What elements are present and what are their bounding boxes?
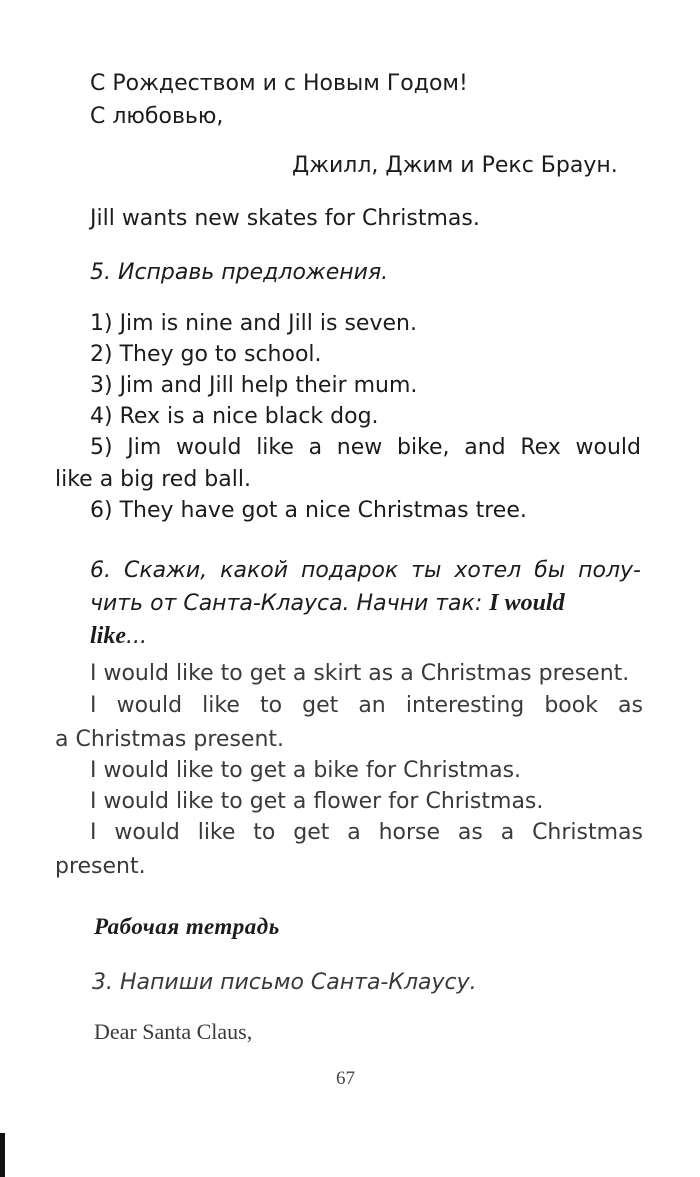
page-edge-mark (0, 1133, 5, 1177)
page-number: 67 (336, 1068, 355, 1089)
task-5-item-3: 3) Jim and Jill help their mum. (90, 373, 418, 398)
letter-closing: С любовью, (90, 104, 224, 129)
task-5-item-5-cont: like a big red ball. (55, 467, 251, 492)
task-6-answer-3: I would like to get a bike for Christmas. (90, 758, 522, 783)
task-6-answer-5: I would like to get a horse as a Christmas (90, 820, 643, 845)
task-6-answer-2: I would like to get an interesting book as (90, 693, 643, 718)
task-6-heading-line-1: 6. Скажи, какой подарок ты хотел бы полу- (90, 558, 641, 583)
task-6-answer-2-cont: a Christmas present. (55, 727, 285, 752)
task-6-heading-line-3 (90, 624, 147, 648)
task-6-heading-line-2 (90, 591, 565, 615)
workbook-task-3: 3. Напиши письмо Санта-Клаусу. (92, 970, 477, 995)
task-6-answer-4: I would like to get a flower for Christmas. (90, 789, 544, 814)
task-5-item-4: 4) Rex is a nice black dog. (90, 404, 379, 429)
task-6-heading-bold: I would (489, 590, 565, 616)
task-6-heading-ellipsis: ... (126, 624, 147, 649)
workbook-salutation: Dear Santa Claus, (94, 1019, 253, 1044)
task-5-item-1: 1) Jim is nine and Jill is seven. (90, 311, 417, 336)
task-5-item-5: 5) Jim would like a new bike, and Rex would (90, 435, 641, 460)
letter-greeting: С Рождеством и с Новым Годом! (90, 71, 468, 96)
letter-signature: Джилл, Джим и Рекс Браун. (292, 153, 618, 178)
task-6-answer-1: I would like to get a skirt as a Christmas present. (90, 661, 630, 686)
task-5-item-2: 2) They go to school. (90, 342, 322, 367)
workbook-heading: Рабочая тетрадь (94, 914, 280, 939)
answer-4: Jill wants new skates for Christmas. (90, 206, 480, 231)
task-5-heading: 5. Исправь предложения. (90, 260, 389, 285)
task-6-heading-text: чить от Санта-Клауса. Начни так: (90, 591, 490, 616)
task-6-heading-bold-like: like (90, 623, 126, 649)
task-6-answer-5-cont: present. (55, 854, 146, 879)
task-5-item-6: 6) They have got a nice Christmas tree. (90, 498, 527, 523)
